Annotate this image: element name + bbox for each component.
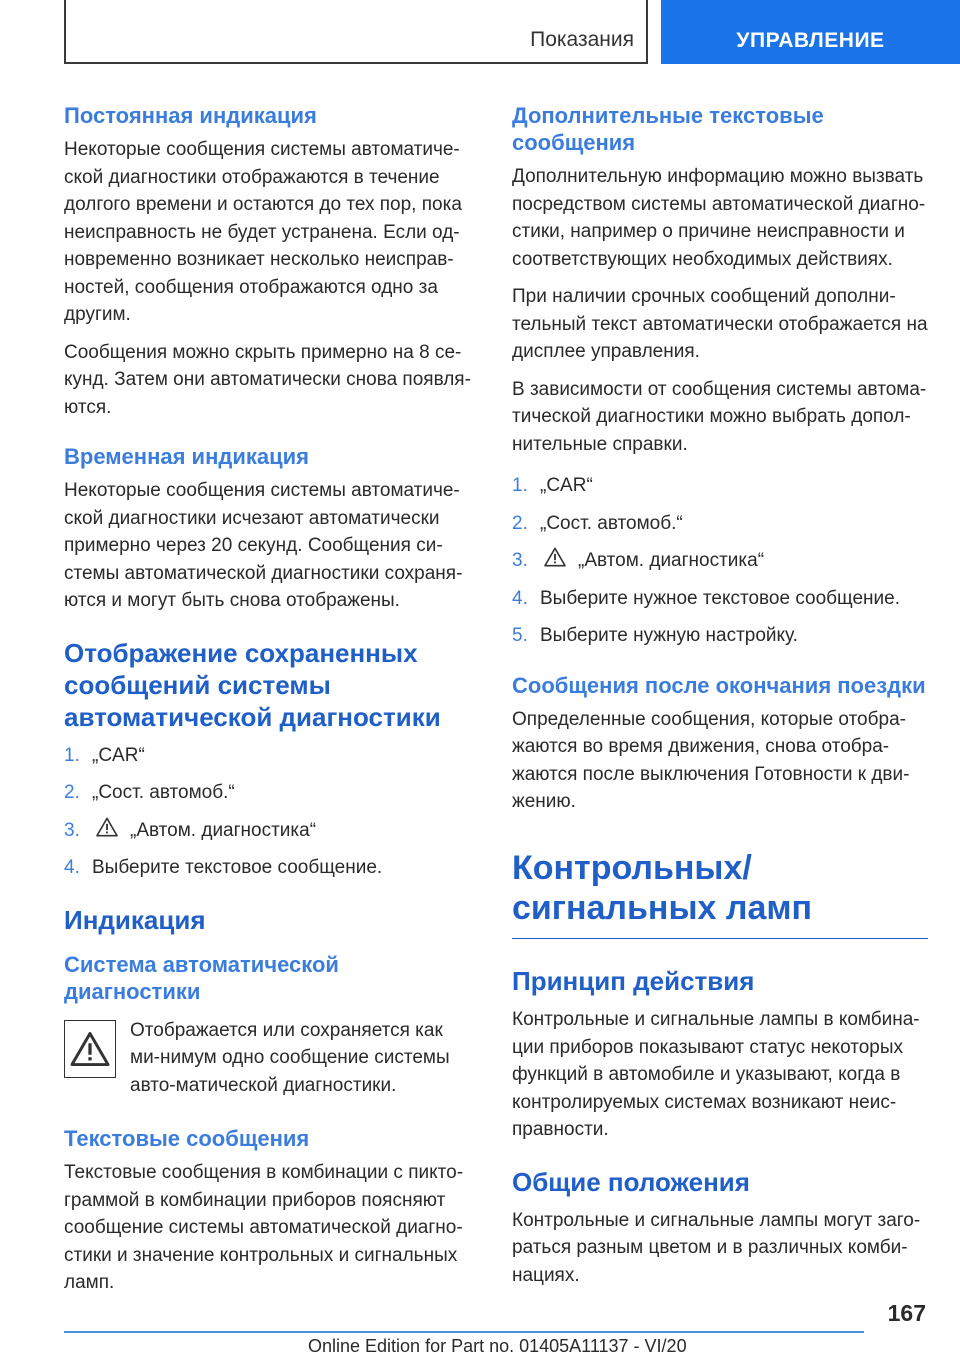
step-number: 2. — [512, 512, 528, 534]
step-number: 3. — [64, 819, 80, 841]
paragraph-text-messages: Текстовые сообщения в комбинации с пикто-граммой в комбинации приборов поясняют сообщение системы автоматической диагно-стики и значение контрольных и сигнальных ламп. — [64, 1162, 464, 1293]
heading-after-trip: Сообщения после окончания поездки — [512, 672, 926, 698]
step-text: „Автом. диагностика“ — [578, 550, 765, 571]
list-item — [64, 854, 476, 882]
list-item — [512, 585, 928, 613]
heading-additional: Дополнительные текстовые сообщения — [512, 103, 824, 155]
paragraph-permanent-2: Сообщения можно скрыть примерно на 8 се-кунд. Затем они автоматически снова появля-ются. — [64, 341, 471, 418]
warning-triangle-icon — [544, 547, 566, 567]
heading-general: Общие положения — [512, 1166, 750, 1197]
step-number: 2. — [64, 782, 80, 803]
heading-indication: Индикация — [64, 904, 206, 935]
section-divider — [512, 938, 928, 940]
paragraph-general: Контрольные и сигнальные лампы могут заго-раться разным цветом и в различных комби-нациях. — [512, 1209, 921, 1286]
list-item — [512, 472, 928, 500]
paragraph-additional-1: Дополнительную информацию можно вызвать посредством системы автоматической диагно-стики, например о причине неисправности и соответствующих необходимых действиях. — [512, 166, 926, 270]
heading-lamps: Контрольных/сигнальных ламп — [512, 848, 813, 927]
header-tab[interactable]: УПРАВЛЕНИЕ — [661, 0, 960, 64]
step-text: „Сост. автомоб.“ — [540, 512, 683, 534]
step-number: 4. — [64, 857, 80, 878]
paragraph-system: Отображается или сохраняется как ми-нимум одно сообщение системы авто-матической диагностики. — [130, 1019, 450, 1096]
warning-box — [64, 1017, 476, 1100]
warning-triangle-icon — [64, 1020, 116, 1078]
step-text: Выберите нужное текстовое сообщение. — [540, 587, 900, 609]
list-item — [64, 779, 476, 807]
heading-system: Система автоматической диагностики — [64, 951, 339, 1004]
page-number: 167 — [887, 1300, 926, 1326]
step-number: 1. — [64, 744, 80, 766]
step-text: „Сост. автомоб.“ — [92, 782, 235, 803]
paragraph-principle: Контрольные и сигнальные лампы в комбина-ции приборов показывают статус некоторых функций в автомобиле и указывают, когда в контролируемых системах возникают неис-правности. — [512, 1009, 920, 1140]
list-item — [512, 622, 928, 650]
left-column — [64, 102, 476, 1307]
step-number: 5. — [512, 625, 528, 646]
list-item — [64, 817, 476, 845]
list-item — [64, 742, 476, 770]
list-item — [512, 547, 928, 575]
heading-text-messages: Текстовые сообщения — [64, 1126, 310, 1151]
header-section-label: Показания — [530, 28, 634, 51]
steps-list-left — [64, 742, 476, 882]
paragraph-permanent-1: Некоторые сообщения системы автоматиче-ской диагностики отображаются в течение долгого времени и остаются до тех пор, пока неисправность не будет устранена. Если од-новременно возникает несколько неисправ-ностей, сообщения отображаются одно за другим. — [64, 139, 462, 325]
heading-principle: Принцип действия — [512, 966, 755, 996]
header-box — [64, 0, 648, 64]
step-text: „CAR“ — [540, 475, 593, 496]
paragraph-temporary: Некоторые сообщения системы автоматиче-ской диагностики исчезают автоматически примерно через 20 секунд. Сообщения си-стемы автоматической диагностики сохраня-ются и могут быть снова отображены. — [64, 480, 463, 611]
paragraph-after-trip: Определенные сообщения, которые отобра-жаются во время движения, снова отобра-жаются после выключения Готовности к дви-жению. — [512, 708, 910, 812]
paragraph-additional-3: В зависимости от сообщения системы автома-тической диагностики можно выбрать допол-нительные справки. — [512, 378, 927, 455]
step-text: „Автом. диагностика“ — [130, 819, 317, 841]
warning-triangle-icon — [96, 817, 118, 837]
step-number: 3. — [512, 550, 528, 571]
step-text: „CAR“ — [92, 744, 145, 766]
step-text: Выберите текстовое сообщение. — [92, 857, 383, 878]
paragraph-additional-2: При наличии срочных сообщений дополни-тельный текст автоматически отображается на дисплее управления. — [512, 286, 928, 362]
footer-divider — [64, 1331, 864, 1333]
heading-saved-messages: Отображение сохраненных сообщений системы автоматической диагностики — [64, 637, 441, 732]
steps-list-right — [512, 472, 928, 650]
heading-permanent: Постоянная индикация — [64, 103, 317, 128]
right-column — [512, 102, 928, 1299]
footer-edition: Online Edition for Part no. 01405A11137 - VI/20 — [308, 1336, 687, 1356]
step-number: 1. — [512, 475, 528, 496]
list-item — [512, 510, 928, 538]
step-number: 4. — [512, 587, 528, 609]
step-text: Выберите нужную настройку. — [540, 625, 798, 646]
heading-temporary: Временная индикация — [64, 444, 309, 469]
